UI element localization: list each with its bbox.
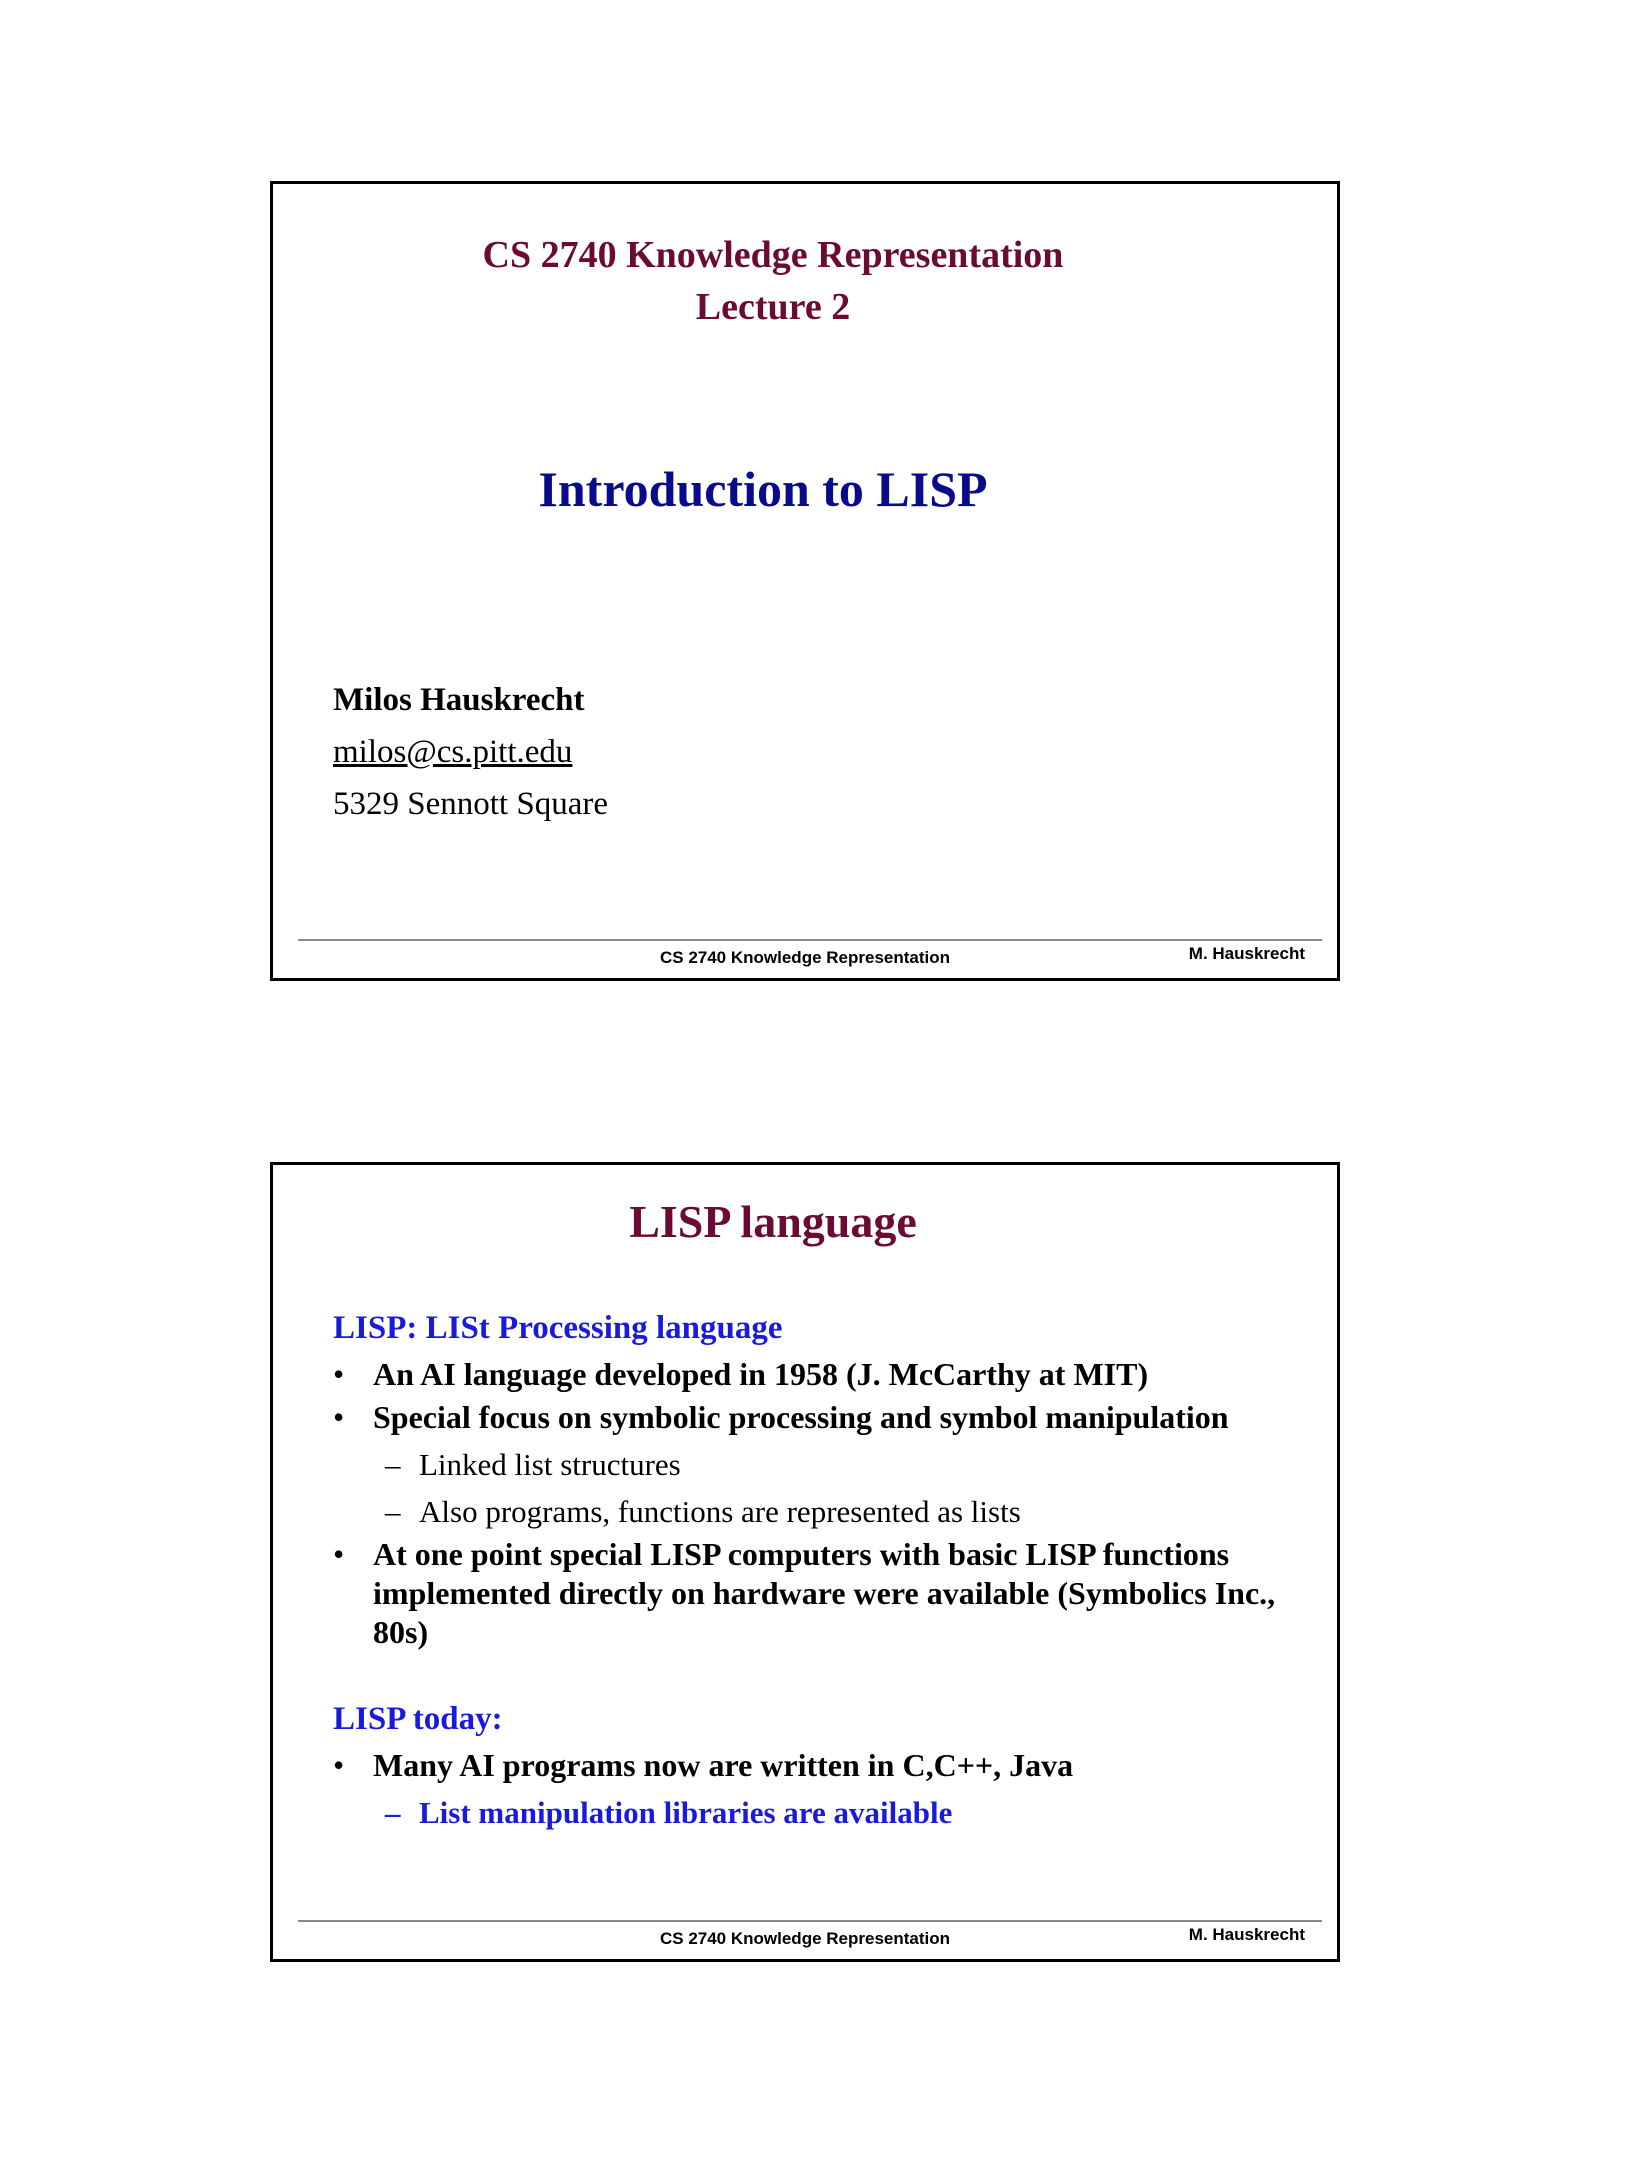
footer-author: M. Hauskrecht — [1188, 1925, 1305, 1944]
sub-bullet-item — [333, 1492, 1293, 1531]
spacer — [333, 1652, 1293, 1696]
section-heading-today: LISP today: — [333, 1701, 503, 1737]
bullet-item — [333, 1746, 1293, 1785]
bullet-item — [333, 1535, 1293, 1652]
sub-bullet-text: Linked list structures — [419, 1447, 681, 1482]
bullet-text: At one point special LISP computers with basic LISP functions implemented directly on hardware were available (Symbolics Inc., 80s) — [373, 1536, 1276, 1650]
bullet-text: Many AI programs now are written in C,C++, Java — [373, 1747, 1074, 1783]
course-title-line-1: CS 2740 Knowledge Representation — [482, 234, 1064, 276]
bullet-text: An AI language developed in 1958 (J. McCarthy at MIT) — [373, 1356, 1149, 1392]
bullet-text: Special focus on symbolic processing and symbol manipulation — [373, 1399, 1229, 1435]
slide-title: Introduction to LISP — [538, 461, 988, 517]
bullet-item — [333, 1355, 1293, 1394]
dash-icon: – — [385, 1795, 401, 1830]
course-title — [273, 229, 1273, 333]
footer-course: CS 2740 Knowledge Representation — [659, 948, 951, 967]
author-email-link[interactable]: milos@cs.pitt.edu — [333, 734, 573, 770]
bullet-icon: • — [333, 1747, 345, 1783]
footer-divider — [298, 1920, 1322, 1922]
sub-bullet-item — [333, 1445, 1293, 1484]
dash-icon: – — [385, 1447, 401, 1482]
footer-divider — [298, 939, 1322, 941]
bullet-item — [333, 1398, 1293, 1437]
slide-title: LISP language — [629, 1196, 917, 1247]
author-office: 5329 Sennott Square — [333, 786, 608, 822]
section-heading-lisp: LISP: LISt Processing language — [333, 1310, 783, 1346]
author-name: Milos Hauskrecht — [333, 682, 585, 718]
sub-bullet-item — [333, 1793, 1293, 1832]
author-block — [333, 674, 608, 830]
sub-bullet-text: Also programs, functions are represented as lists — [419, 1494, 1021, 1529]
bullet-icon: • — [333, 1356, 345, 1392]
slide-content — [333, 1305, 1293, 1832]
footer-course: CS 2740 Knowledge Representation — [659, 1929, 951, 1948]
slide-2 — [270, 1162, 1340, 1962]
footer-author: M. Hauskrecht — [1188, 944, 1305, 963]
course-title-line-2: Lecture 2 — [695, 286, 851, 328]
dash-icon: – — [385, 1494, 401, 1529]
bullet-icon: • — [333, 1399, 345, 1435]
sub-bullet-text: List manipulation libraries are available — [419, 1795, 953, 1830]
slide-1 — [270, 181, 1340, 981]
bullet-icon: • — [333, 1536, 345, 1572]
